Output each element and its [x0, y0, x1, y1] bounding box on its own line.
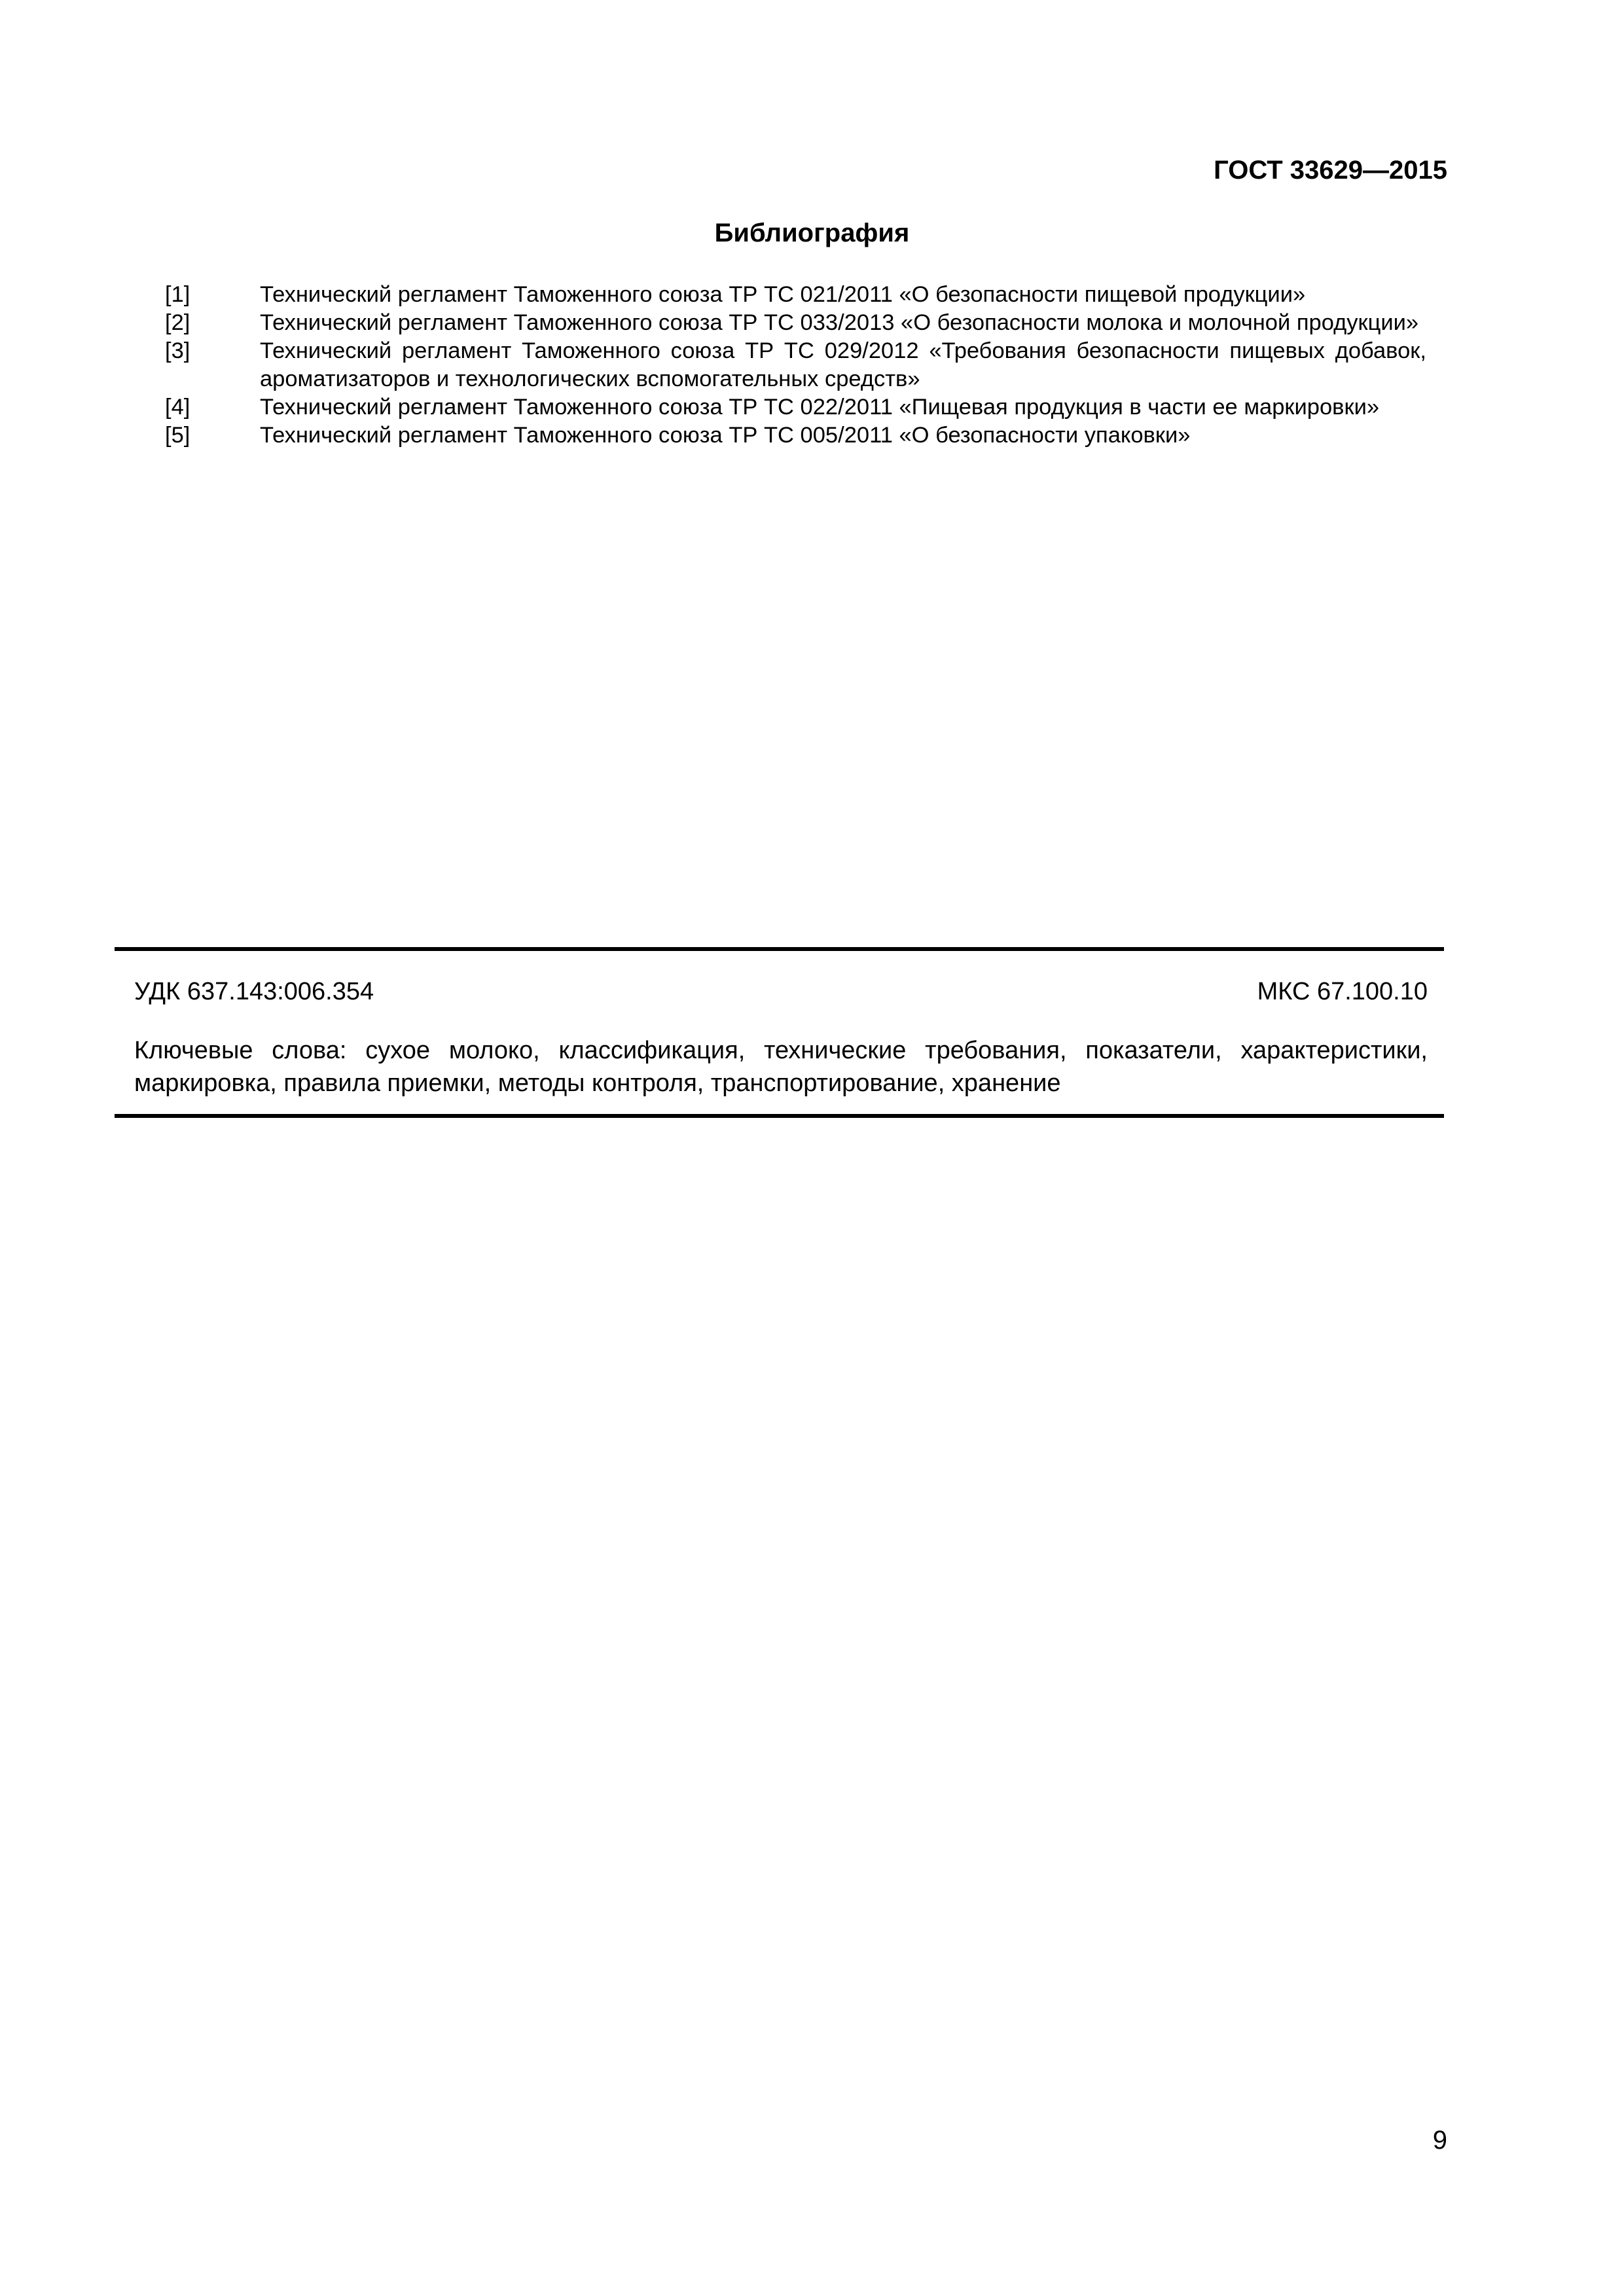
- bibliography-item: [165, 422, 1426, 450]
- bibliography-item: [165, 393, 1426, 422]
- bibliography-item-text: Технический регламент Таможенного союза ТР ТС 005/2011 «О безопасности упаковки»: [260, 423, 1191, 448]
- bibliography-title: Библиография: [714, 219, 910, 247]
- bibliography-list: [165, 281, 1426, 450]
- udk-code: УДК 637.143:006.354: [134, 978, 374, 1005]
- bibliography-item-text: Технический регламент Таможенного союза ТР ТС 021/2011 «О безопасности пищевой продукции»: [260, 282, 1306, 307]
- keywords-text: Ключевые слова: сухое молоко, классификация, технические требования, показатели, характеристики, маркировка, правила приемки, методы контроля, транспортирование, хранение: [134, 1037, 1428, 1097]
- bibliography-item-text: Технический регламент Таможенного союза ТР ТС 022/2011 «Пищевая продукция в части ее маркировки»: [260, 395, 1380, 420]
- document-code: ГОСТ 33629—2015: [1214, 156, 1447, 185]
- classification-block: [115, 947, 1444, 1118]
- bibliography-item-number: [1]: [165, 282, 190, 307]
- bibliography-item: [165, 337, 1426, 393]
- bibliography-item-text: Технический регламент Таможенного союза ТР ТС 033/2013 «О безопасности молока и молочной продукции»: [260, 310, 1419, 335]
- mks-code: МКС 67.100.10: [1257, 978, 1428, 1005]
- page-number: 9: [1432, 2126, 1447, 2155]
- bibliography-item-number: [3]: [165, 338, 190, 363]
- bibliography-item-number: [2]: [165, 310, 190, 335]
- bibliography-item-text: Технический регламент Таможенного союза ТР ТС 029/2012 «Требования безопасности пищевых добавок, ароматизаторов и технологических вспомогательных средств»: [260, 338, 1426, 391]
- bibliography-item-number: [4]: [165, 395, 190, 420]
- bibliography-item-number: [5]: [165, 423, 190, 448]
- bibliography-item: [165, 281, 1426, 309]
- bibliography-item: [165, 309, 1426, 337]
